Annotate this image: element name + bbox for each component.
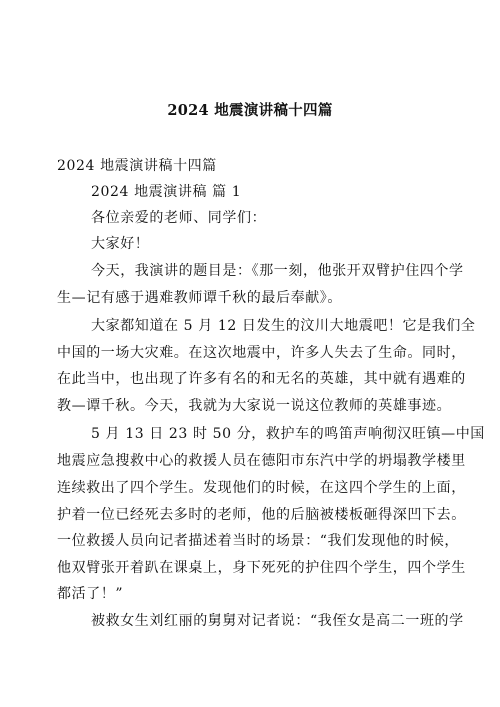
paragraph-line: 护着一位已经死去多时的老师，他的后脑被楼板砸得深凹下去。 [57,507,466,523]
paragraph-line: 今天，我演讲的题目是：《那一刻，他张开双臂护住四个学 [91,263,464,279]
greeting: 大家好！ [91,236,150,252]
paragraph-line: 他双臂张开着趴在课桌上，身下死死的护住四个学生，四个学生 [57,560,466,576]
paragraph-line: 地震应急搜救中心的救援人员在德阳市东汽中学的坍塌教学楼里 [57,453,466,469]
paragraph-line: 被救女生刘红丽的舅舅对记者说：“我侄女是高二一班的学 [91,613,464,629]
page-title: 2024 地震演讲稿十四篇 [167,102,333,119]
section-heading: 2024 地震演讲稿 篇 1 [91,184,242,200]
salutation: 各位亲爱的老师、同学们： [91,210,267,226]
paragraph-line: 连续救出了四个学生。发现他们的时候，在这四个学生的上面， [57,480,466,496]
paragraph-line: 生—记有感于遇难教师谭千秋的最后奉献》。 [57,290,342,306]
paragraph-line: 5 月 13 日 23 时 50 分，救护车的鸣笛声响彻汉旺镇—中国 [91,426,485,442]
paragraph-line: 教—谭千秋。今天，我就为大家说一说这位教师的英雄事迹。 [57,398,452,414]
paragraph-line: 中国的一场大灾难。在这次地震中，许多人失去了生命。同时， [57,345,466,361]
paragraph-line: 都活了！” [57,586,124,602]
paragraph-line: 大家都知道在 5 月 12 日发生的汶川大地震吧！它是我们全 [91,318,476,334]
paragraph-line: 在此当中，也出现了许多有名的和无名的英雄，其中就有遇难的 [57,371,466,387]
paragraph-line: 一位救援人员向记者描述着当时的场景：“我们发现他的时候， [57,533,459,549]
document-heading: 2024 地震演讲稿十四篇 [57,158,217,174]
